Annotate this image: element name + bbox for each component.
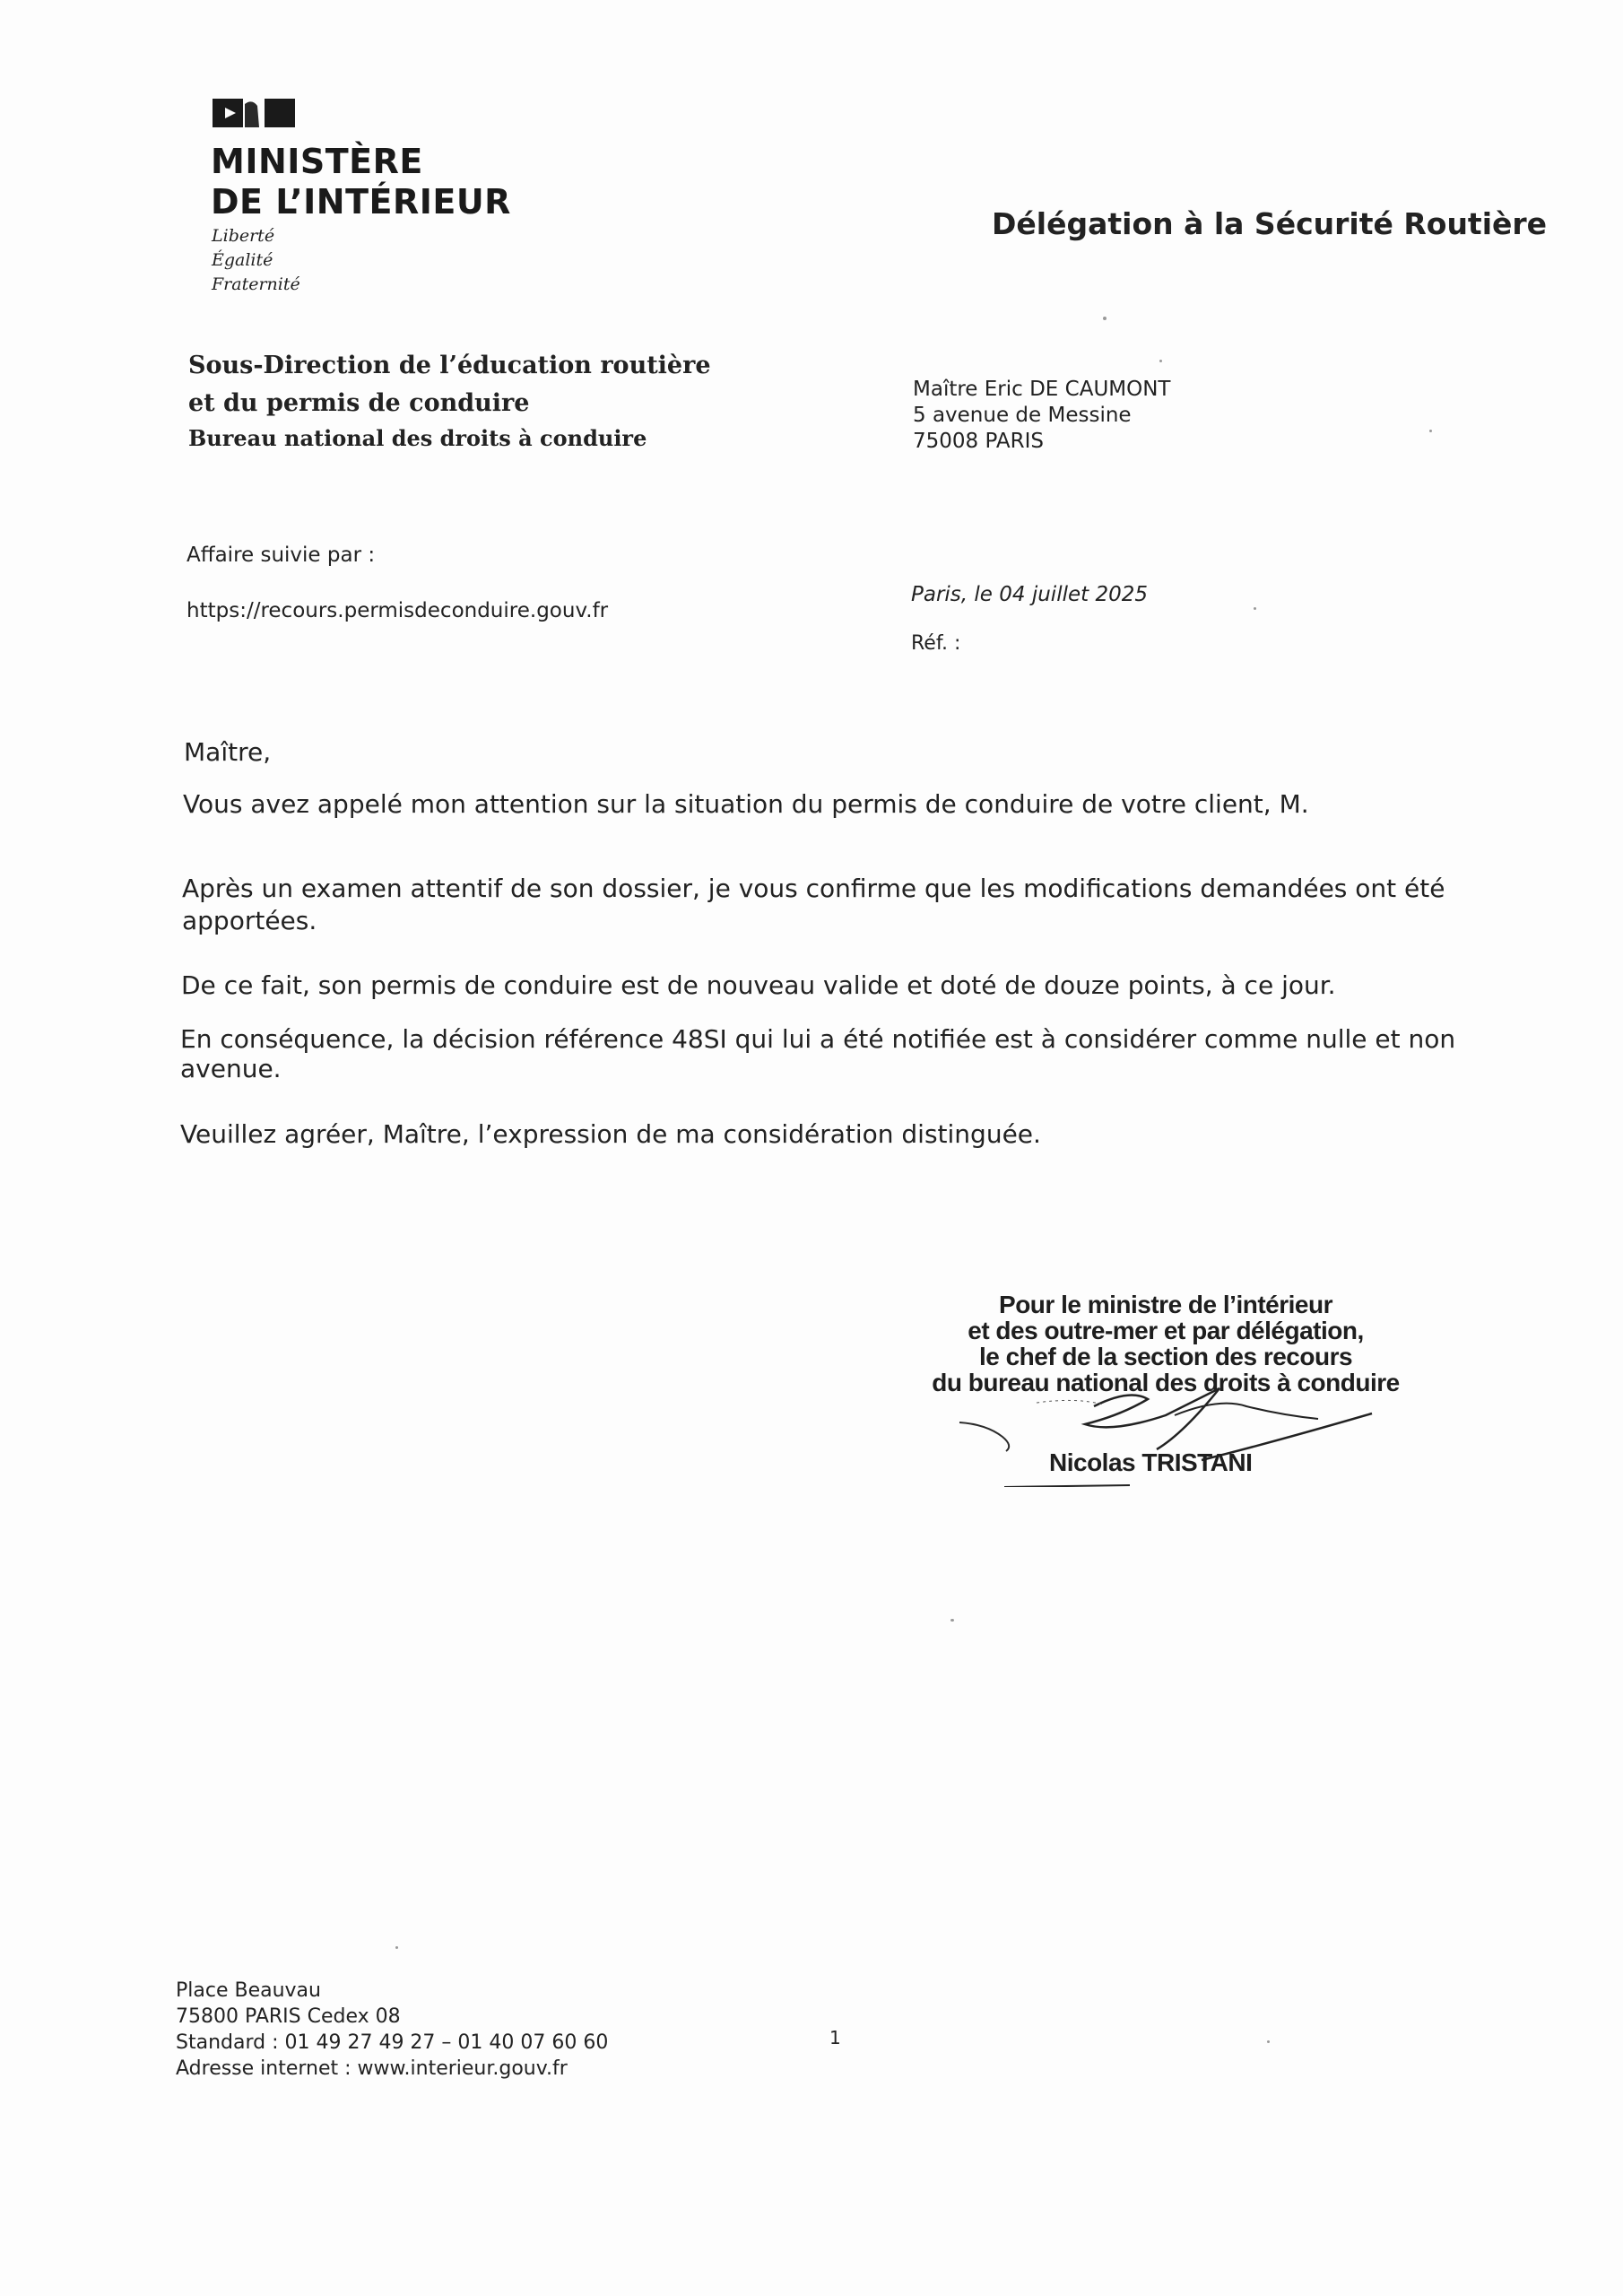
scan-speck [1429,430,1432,432]
paragraph-2-line-2: apportées. [182,906,317,935]
signature-line-3: le chef de la section des recours [978,1343,1353,1370]
sender-line-1: Sous-Direction de l’éducation routière [188,352,711,379]
signature-line-2: et des outre-mer et par délégation, [968,1317,1364,1344]
footer-line-4: Adresse internet : www.interieur.gouv.fr [176,2057,568,2080]
sender-line-2: et du permis de conduire [188,389,530,417]
paragraph-4-line-1: En conséquence, la décision référence 48SI qui lui a été notifiée est à considérer comme nulle et non [180,1024,1456,1054]
scan-speck [1103,317,1107,320]
scan-speck [950,1619,954,1622]
recipient-city: 75008 PARIS [913,430,1044,453]
sender-bureau: Bureau national des droits à conduire [188,425,647,451]
motto-fraternite: Fraternité [212,274,300,294]
signature-line-1: Pour le ministre de l’intérieur [999,1291,1332,1318]
motto-liberte: Liberté [212,226,275,246]
footer-line-3: Standard : 01 49 27 49 27 – 01 40 07 60 60 [176,2031,609,2054]
page-number: 1 [829,2027,841,2048]
paragraph-2-line-1: Après un examen attentif de son dossier, je vous confirme que les modifications demandées ont été [182,874,1445,903]
signature-line-4: du bureau national des droits à conduire [932,1369,1400,1396]
recipient-address [913,377,1170,455]
republic-motto [212,224,300,297]
scan-speck [1267,2040,1270,2043]
delegation-title: Délégation à la Sécurité Routière [992,206,1548,241]
affaire-label: Affaire suivie par : [187,544,376,567]
paragraph-3: De ce fait, son permis de conduire est de nouveau valide et doté de douze points, à ce jour. [181,970,1336,1000]
recours-url: https://recours.permisdeconduire.gouv.fr [187,599,609,622]
marianne-logo-icon [213,97,295,129]
paragraph-4-line-2: avenue. [180,1054,282,1083]
reference-label: Réf. : [911,632,961,655]
scan-speck [1254,607,1256,610]
scan-speck [395,1946,398,1949]
ministry-line-2: DE L’INTÉRIEUR [211,182,511,222]
scan-speck [1159,360,1162,362]
signatory-name: Nicolas TRISTANI [1049,1448,1253,1476]
footer-line-2: 75800 PARIS Cedex 08 [176,2005,401,2028]
letter-date: Paris, le 04 juillet 2025 [911,583,1148,606]
ministry-line-1: MINISTÈRE [211,142,423,181]
recipient-name: Maître Eric DE CAUMONT [913,378,1171,401]
sender-department [188,347,711,422]
paragraph-1: Vous avez appelé mon attention sur la situation du permis de conduire de votre client, M. [183,789,1309,819]
ministry-name [211,142,511,222]
motto-egalite: Égalité [212,250,273,270]
footer-address [176,1978,608,2082]
salutation: Maître, [184,737,272,767]
recipient-street: 5 avenue de Messine [913,404,1132,427]
paragraph-5: Veuillez agréer, Maître, l’expression de ma considération distinguée. [180,1119,1041,1149]
footer-line-1: Place Beauvau [176,1979,321,2002]
